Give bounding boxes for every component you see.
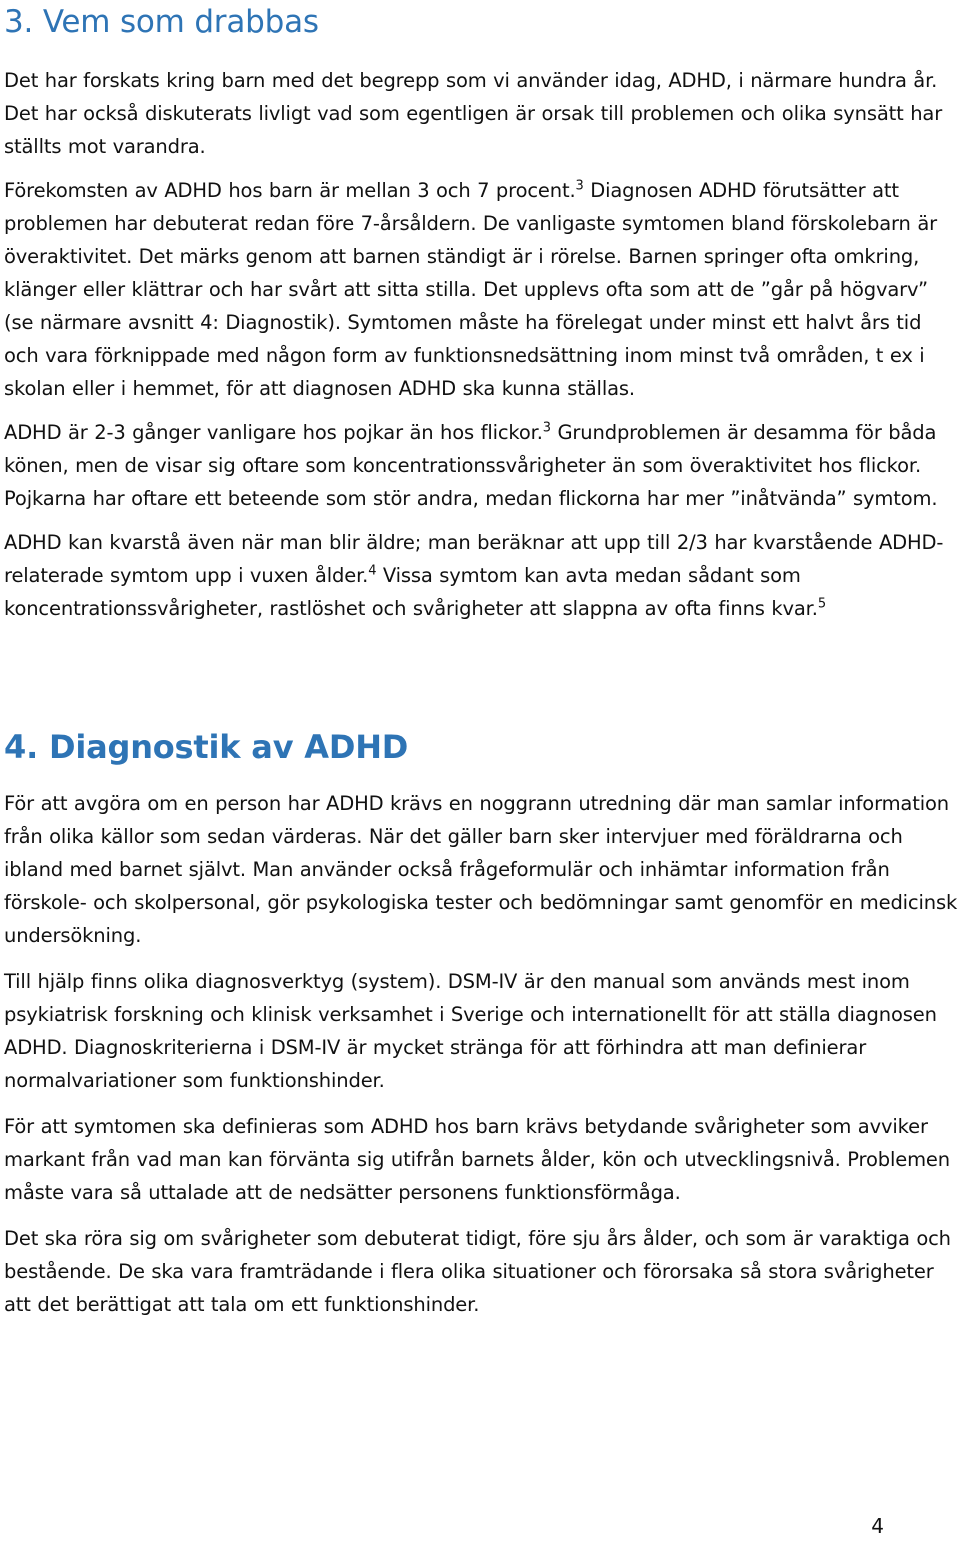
section-3-paragraph-2	[4, 174, 958, 405]
footnote-ref: 5	[817, 596, 826, 612]
section-3-heading: 3. Vem som drabbas	[4, 4, 319, 40]
page-number: 4	[871, 1514, 884, 1538]
footnote-ref: 3	[575, 178, 584, 194]
section-4-paragraph-4	[4, 1222, 958, 1321]
section-4-paragraph-3	[4, 1110, 958, 1209]
footnote-ref: 4	[368, 563, 377, 579]
paragraph-text: Vissa symtom kan avta medan sådant som koncentrationssvårigheter, rastlöshet och svårigheter att slappna av ofta finns kvar.	[4, 564, 818, 620]
section-3	[4, 0, 958, 625]
paragraph-text: Det ska röra sig om svårigheter som debuterat tidigt, före sju års ålder, och som är varaktiga och bestående. De ska vara framträdande i flera olika situationer och förorsaka så stora svårigheter att det berättigat att tala om ett funktionshinder.	[4, 1227, 951, 1316]
paragraph-text: ADHD kan kvarstå även när man blir äldre; man beräknar att upp till 2/3 har kvarstående ADHD-relaterade symtom upp i vuxen ålder.	[4, 531, 944, 587]
section-4-heading: 4. Diagnostik av ADHD	[4, 728, 409, 766]
section-3-paragraph-3	[4, 416, 958, 515]
section-3-paragraph-1	[4, 64, 958, 163]
paragraph-text: För att symtomen ska definieras som ADHD hos barn krävs betydande svårigheter som avviker markant från vad man kan förvänta sig utifrån barnets ålder, kön och utvecklingsnivå. Problemen måste vara så uttalade att de nedsätter personens funktionsförmåga.	[4, 1115, 950, 1204]
section-4-paragraph-2	[4, 965, 958, 1097]
footnote-ref: 3	[542, 420, 551, 436]
paragraph-text: För att avgöra om en person har ADHD krävs en noggrann utredning där man samlar information från olika källor som sedan värderas. När det gäller barn sker intervjuer med föräldrarna och ibland med barnet självt. Man använder också frågeformulär och inhämtar information från förskole- och skolpersonal, gör psykologiska tester och bedömningar samt genomför en medicinsk undersökning.	[4, 792, 958, 947]
section-4-paragraph-1	[4, 787, 958, 952]
paragraph-text: Diagnosen ADHD förutsätter att problemen har debuterat redan före 7-årsåldern. De vanligaste symtomen bland förskolebarn är överaktivitet. Det märks genom att barnen ständigt är i rörelse. Barnen springer ofta omkring, klänger eller klättrar och har svårt att sitta stilla. Det upplevs ofta som att de ”går på högvarv” (se närmare avsnitt 4: Diagnostik). Symtomen måste ha förelegat under minst ett halvt års tid och vara förknippade med någon form av funktionsnedsättning inom minst två områden, t ex i skolan eller i hemmet, för att diagnosen ADHD ska kunna ställas.	[4, 179, 937, 400]
paragraph-text: Till hjälp finns olika diagnosverktyg (system). DSM-IV är den manual som används mest inom psykiatrisk forskning och klinisk verksamhet i Sverige och internationellt för att ställa diagnosen ADHD. Diagnoskriterierna i DSM-IV är mycket stränga för att förhindra att man definierar normalvariationer som funktionshinder.	[4, 970, 937, 1092]
paragraph-text: Grundproblemen är desamma för båda könen, men de visar sig oftare som koncentrationssvårigheter än som överaktivitet hos flickor. Pojkarna har oftare ett beteende som stör andra, medan flickorna har mer ”inåtvända” symtom.	[4, 421, 938, 510]
paragraph-text: Förekomsten av ADHD hos barn är mellan 3 och 7 procent.	[4, 179, 576, 202]
paragraph-text: Det har forskats kring barn med det begrepp som vi använder idag, ADHD, i närmare hundra år. Det har också diskuterats livligt vad som egentligen är orsak till problemen och olika synsätt har ställts mot varandra.	[4, 69, 943, 158]
paragraph-text: ADHD är 2-3 gånger vanligare hos pojkar än hos flickor.	[4, 421, 543, 444]
section-4	[4, 727, 958, 1321]
section-3-paragraph-4	[4, 526, 958, 625]
